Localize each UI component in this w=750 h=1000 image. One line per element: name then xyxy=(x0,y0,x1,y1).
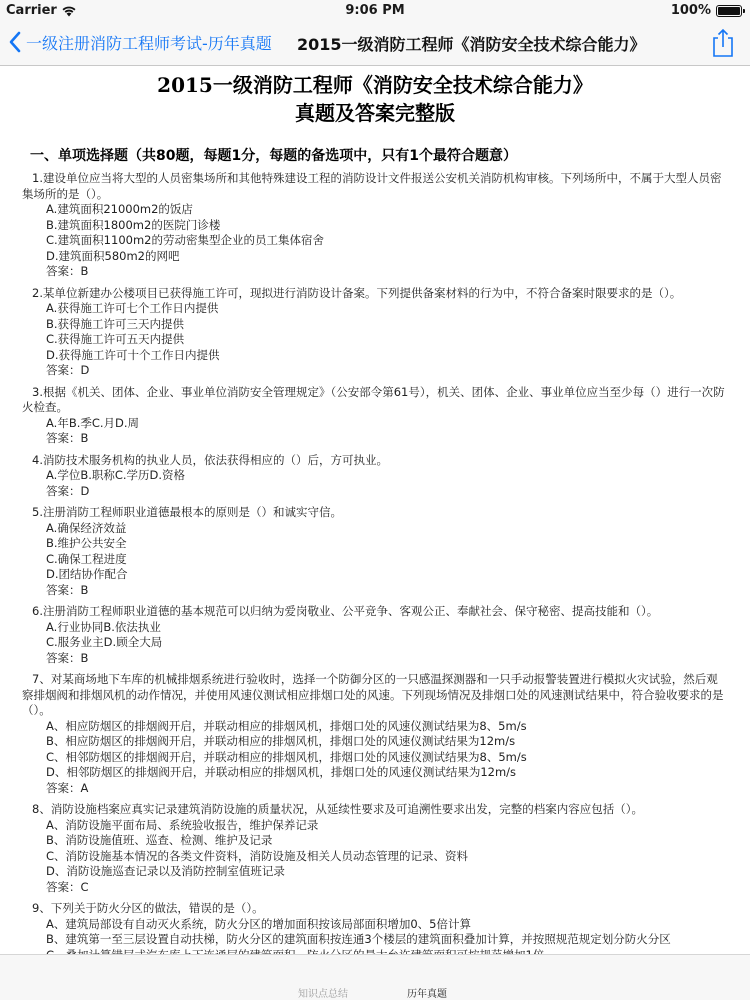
answer-option: D、相邻防烟区的排烟阀开启，并联动相应的排烟风机，排烟口处的风速仪测试结果为12m/s xyxy=(46,765,517,779)
question-block xyxy=(0,286,750,379)
answer-option: A.获得施工许可七个工作日内提供 xyxy=(46,301,219,315)
back-button[interactable] xyxy=(8,30,272,54)
answer-option: A.行业协同B.依法执业 xyxy=(46,619,161,634)
question-block xyxy=(0,505,750,598)
answer-key: 答案：B xyxy=(46,264,89,278)
answer-option: B.建筑面积1800m2的医院门诊楼 xyxy=(46,217,221,232)
question-text: 7、对某商场地下车库的机械排烟系统进行验收时，选择一个防御分区的一只感温探测器和一只手动报警装置进行模拟火灾试验，然后观察排烟阀和排烟风机的动作情况，并使用风速仪测试相应排烟口处的风速。下列现场情况及排烟口处的风速测试结果中，符合验收要求的是（）。 xyxy=(22,672,724,717)
question-text: 9、下列关于防火分区的做法，错误的是（）。 xyxy=(32,901,264,915)
answer-key: 答案：B xyxy=(46,582,89,597)
tab-knowledge-summary[interactable]: 知识点总结 xyxy=(298,989,348,1000)
question-block xyxy=(0,604,750,666)
question-text: 5.注册消防工程师职业道德最根本的原则是（）和诚实守信。 xyxy=(32,505,342,519)
status-time: 9:06 PM xyxy=(345,3,405,18)
question-text: 4.消防技术服务机构的执业人员，依法获得相应的（）后，方可执业。 xyxy=(32,452,388,467)
section-heading: 一、单项选择题（共80题，每题1分，每题的备选项中，只有1个最符合题意） xyxy=(30,148,517,164)
answer-option: A.学位B.职称C.学历D.资格 xyxy=(46,468,186,482)
answer-option: B、相应防烟区的排烟阀开启，并联动相应的排烟风机，排烟口处的风速仪测试结果为12m/s xyxy=(46,734,516,748)
question-text: 2.某单位新建办公楼项目已获得施工许可，现拟进行消防设计备案。下列提供备案材料的行为中，不符合备案时限要求的是（）。 xyxy=(32,285,682,300)
answer-key: 答案：B xyxy=(46,650,89,665)
answer-key: 答案：D xyxy=(46,363,90,377)
carrier-label: Carrier xyxy=(6,3,57,18)
answer-option: D.建筑面积580m2的网吧 xyxy=(46,248,180,263)
question-block xyxy=(0,171,750,280)
question-block xyxy=(0,385,750,447)
answer-option: D、消防设施巡查记录以及消防控制室值班记录 xyxy=(46,864,285,878)
answer-option: C、相邻防烟区的排烟阀开启，并联动相应的排烟风机，排烟口处的风速仪测试结果为8、5m/s xyxy=(46,749,527,764)
status-bar xyxy=(0,0,750,22)
question-text: 6.注册消防工程师职业道德的基本规范可以归纳为爱岗敬业、公平竞争、客观公正、奉献社会、保守秘密、提高技能和（）。 xyxy=(32,604,659,618)
question-text: 8、消防设施档案应真实记录建筑消防设施的质量状况，从延续性要求及可追溯性要求出发，完整的档案内容应包括（）。 xyxy=(32,802,644,816)
answer-option: D.获得施工许可十个工作日内提供 xyxy=(46,347,220,362)
question-list xyxy=(0,171,750,963)
answer-option: C.建筑面积1100m2的劳动密集型企业的员工集体宿舍 xyxy=(46,233,324,247)
answer-option: B、消防设施值班、巡查、检测、维护及记录 xyxy=(46,833,273,847)
answer-option: A.建筑面积21000m2的饭店 xyxy=(46,202,193,216)
share-icon[interactable] xyxy=(710,28,736,58)
answer-key: 答案：C xyxy=(46,879,89,894)
answer-option: A、相应防烟区的排烟阀开启，并联动相应的排烟风机，排烟口处的风速仪测试结果为8、5m/s xyxy=(46,718,527,733)
answer-option: A.年B.季C.月D.周 xyxy=(46,415,140,430)
back-button-label: 一级注册消防工程师考试-历年真题 xyxy=(26,33,272,53)
answer-option: B.获得施工许可三天内提供 xyxy=(46,316,185,331)
question-text: 3.根据《机关、团体、企业、事业单位消防安全管理规定》（公安部令第61号），机关、团体、企业、事业单位应当至少每（）进行一次防火检查。 xyxy=(22,384,725,414)
answer-key: 答案：A xyxy=(46,780,89,795)
answer-option: C.确保工程进度 xyxy=(46,551,127,566)
answer-option: D.团结协作配合 xyxy=(46,567,128,581)
navigation-bar xyxy=(0,22,750,66)
battery-percent: 100% xyxy=(670,3,711,18)
document-view[interactable] xyxy=(0,66,750,954)
nav-title: 2015一级消防工程师《消防安全技术综合能力》 xyxy=(297,35,646,54)
answer-option: B.维护公共安全 xyxy=(46,536,127,550)
answer-option: C.服务业主D.顾全大局 xyxy=(46,635,163,649)
status-right xyxy=(671,3,742,18)
answer-option: C.获得施工许可五天内提供 xyxy=(46,332,185,346)
battery-level xyxy=(718,7,740,15)
document-subtitle: 真题及答案完整版 xyxy=(295,101,455,125)
tab-past-exams[interactable]: 历年真题 xyxy=(407,989,447,1000)
question-text: 1.建设单位应当将大型的人员密集场所和其他特殊建设工程的消防设计文件报送公安机关消防机构审核。下列场所中，不属于大型人员密集场所的是（）。 xyxy=(22,171,722,201)
document-title: 2015一级消防工程师《消防安全技术综合能力》 xyxy=(157,73,593,97)
answer-key: 答案：B xyxy=(46,431,89,445)
answer-option: A、建筑局部设有自动灭火系统，防火分区的增加面积按该局部面积增加0、5倍计算 xyxy=(46,916,471,931)
battery-icon xyxy=(716,5,742,17)
answer-key: 答案：D xyxy=(46,483,90,498)
question-block xyxy=(0,672,750,796)
question-block xyxy=(0,453,750,500)
question-block xyxy=(0,802,750,895)
answer-option: B、建筑第一至三层设置自动扶梯，防火分区的建筑面积按连通3个楼层的建筑面积叠加计算，并按照规范规定划分防火分区 xyxy=(46,932,671,946)
answer-option: A、消防设施平面布局、系统验收报告，维护保养记录 xyxy=(46,817,319,832)
chevron-left-icon xyxy=(8,30,22,54)
answer-option: A.确保经济效益 xyxy=(46,520,127,535)
tab-bar xyxy=(0,954,750,1000)
answer-option: C、消防设施基本情况的各类文件资料，消防设施及相关人员动态管理的记录、资料 xyxy=(46,848,469,863)
